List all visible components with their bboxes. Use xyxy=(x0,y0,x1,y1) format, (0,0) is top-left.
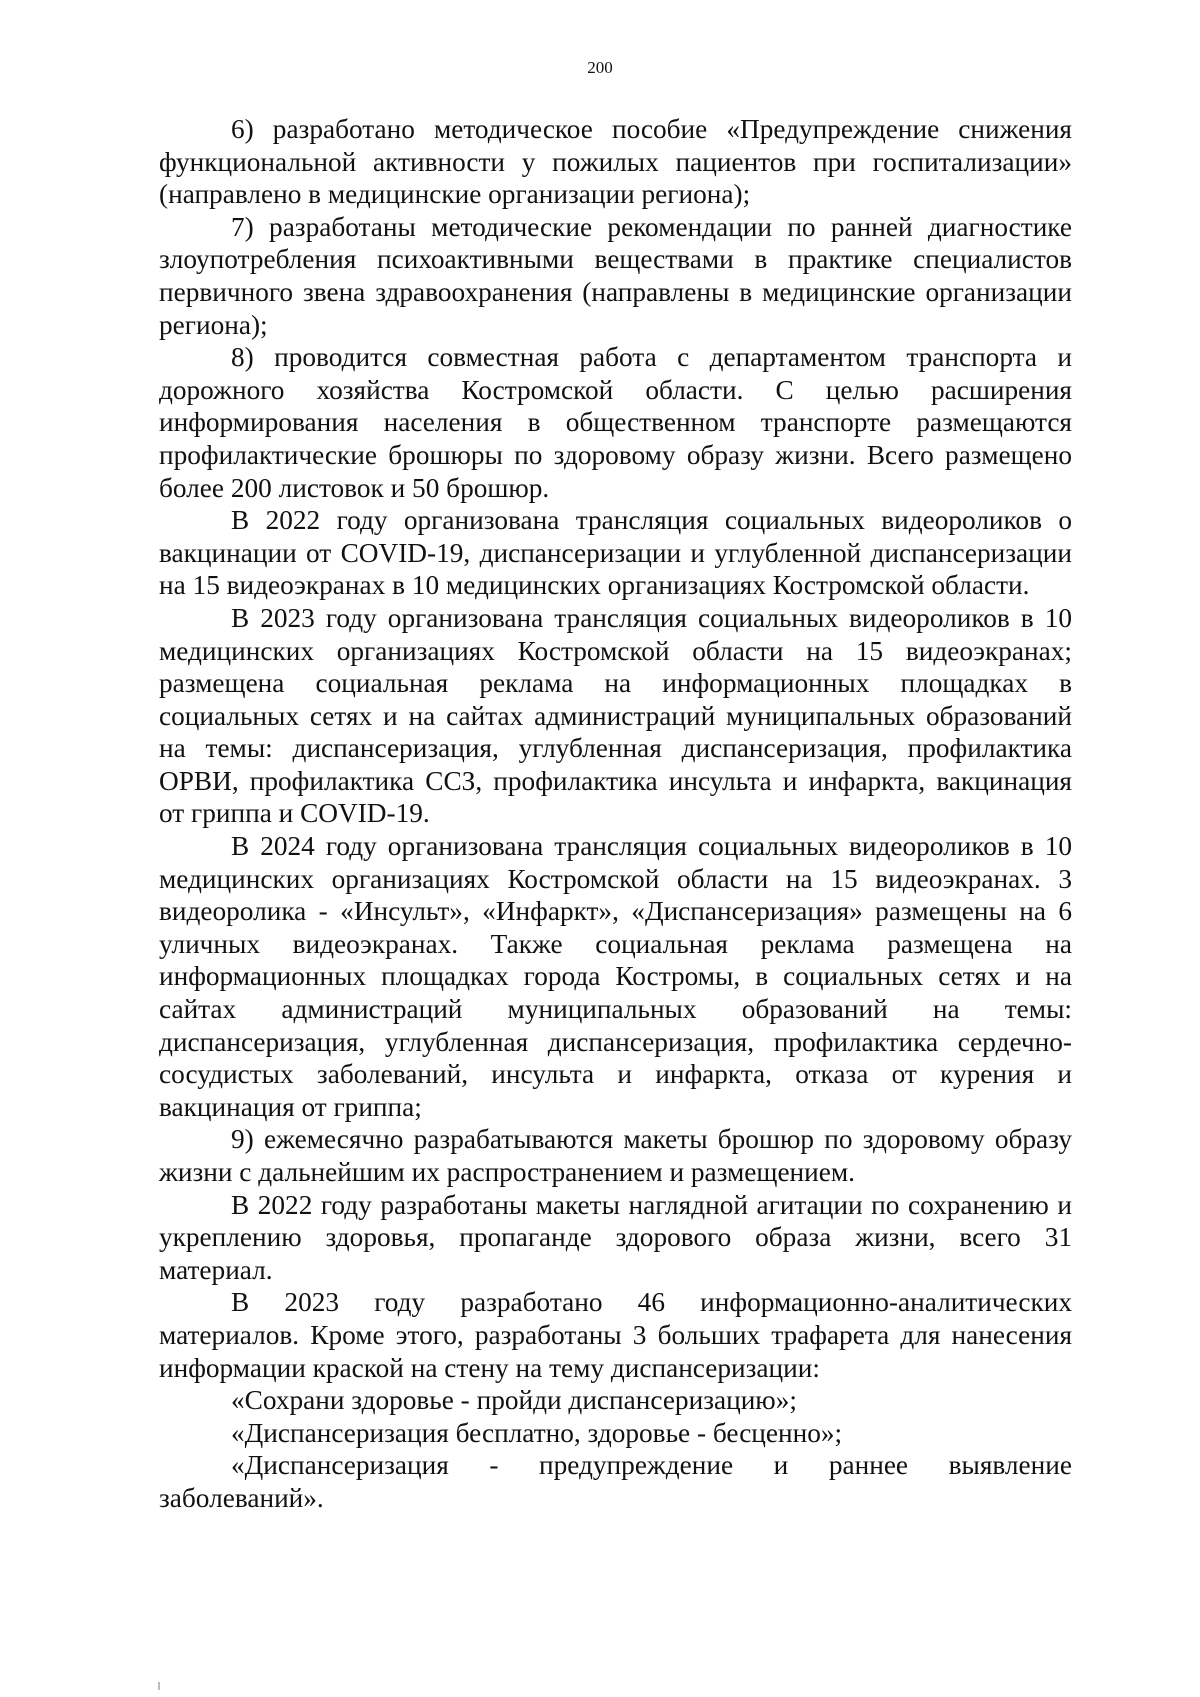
page-number: 200 xyxy=(587,58,613,77)
paragraph-2023-video: В 2023 году организована трансляция социальных видеороликов в 10 медицинских организациях Костромской области на 15 видеоэкранах; размещена социальная реклама на информационных площадках в социальных сетях и на сайтах администраций муниципальных образований на темы: диспансеризация, углубленная диспансеризация, профилактика ОРВИ, профилактика ССЗ, профилактика инсульта и инфаркта, вакцинация от гриппа и COVID-19. xyxy=(159,602,1072,829)
paragraph-item-8: 8) проводится совместная работа с департаментом транспорта и дорожного хозяйства Костромской области. С целью расширения информирования населения в общественном транспорте размещаются профилактические брошюры по здоровому образу жизни. Всего размещено более 200 листовок и 50 брошюр. xyxy=(159,342,1072,503)
scan-margin-mark xyxy=(158,1682,160,1690)
paragraph-item-7: 7) разработаны методические рекомендации по ранней диагностике злоупотребления психоактивными веществами в практике специалистов первичного звена здравоохранения (направлены в медицинские организации региона); xyxy=(159,211,1072,340)
stencil-slogan-3: «Диспансеризация - предупреждение и раннее выявление заболеваний». xyxy=(159,1450,1072,1513)
paragraph-2022-materials: В 2022 году разработаны макеты наглядной агитации по сохранению и укреплению здоровья, пропаганде здорового образа жизни, всего 31 материал. xyxy=(159,1189,1072,1285)
stencil-slogan-2: «Диспансеризация бесплатно, здоровье - бесценно»; xyxy=(231,1417,843,1448)
paragraph-item-6: 6) разработано методическое пособие «Предупреждение снижения функциональной активности у пожилых пациентов при госпитализации» (направлено в медицинские организации региона); xyxy=(159,114,1072,210)
paragraph-2022-video: В 2022 году организована трансляция социальных видеороликов о вакцинации от COVID-19, диспансеризации и углубленной диспансеризации на 15 видеоэкранах в 10 медицинских организациях Костромской области. xyxy=(159,505,1072,601)
paragraph-2023-materials: В 2023 году разработано 46 информационно-аналитических материалов. Кроме этого, разработаны 3 больших трафарета для нанесения информации краской на стену на тему диспансеризации: xyxy=(159,1287,1072,1383)
paragraph-item-9: 9) ежемесячно разрабатываются макеты брошюр по здоровому образу жизни с дальнейшим их распространением и размещением. xyxy=(159,1124,1072,1187)
paragraph-2024-video: В 2024 году организована трансляция социальных видеороликов в 10 медицинских организациях Костромской области на 15 видеоэкранах. 3 видеоролика - «Инсульт», «Инфаркт», «Диспансеризация» размещены на 6 уличных видеоэкранах. Также социальная реклама размещена на информационных площадках города Костромы, в социальных сетях и на сайтах администраций муниципальных образований на темы: диспансеризация, углубленная диспансеризация, профилактика сердечно-сосудистых заболеваний, инсульта и инфаркта, отказа от курения и вакцинация от гриппа; xyxy=(159,831,1072,1122)
stencil-slogan-1: «Сохрани здоровье - пройди диспансеризацию»; xyxy=(231,1385,797,1416)
document-body xyxy=(159,113,1072,1515)
